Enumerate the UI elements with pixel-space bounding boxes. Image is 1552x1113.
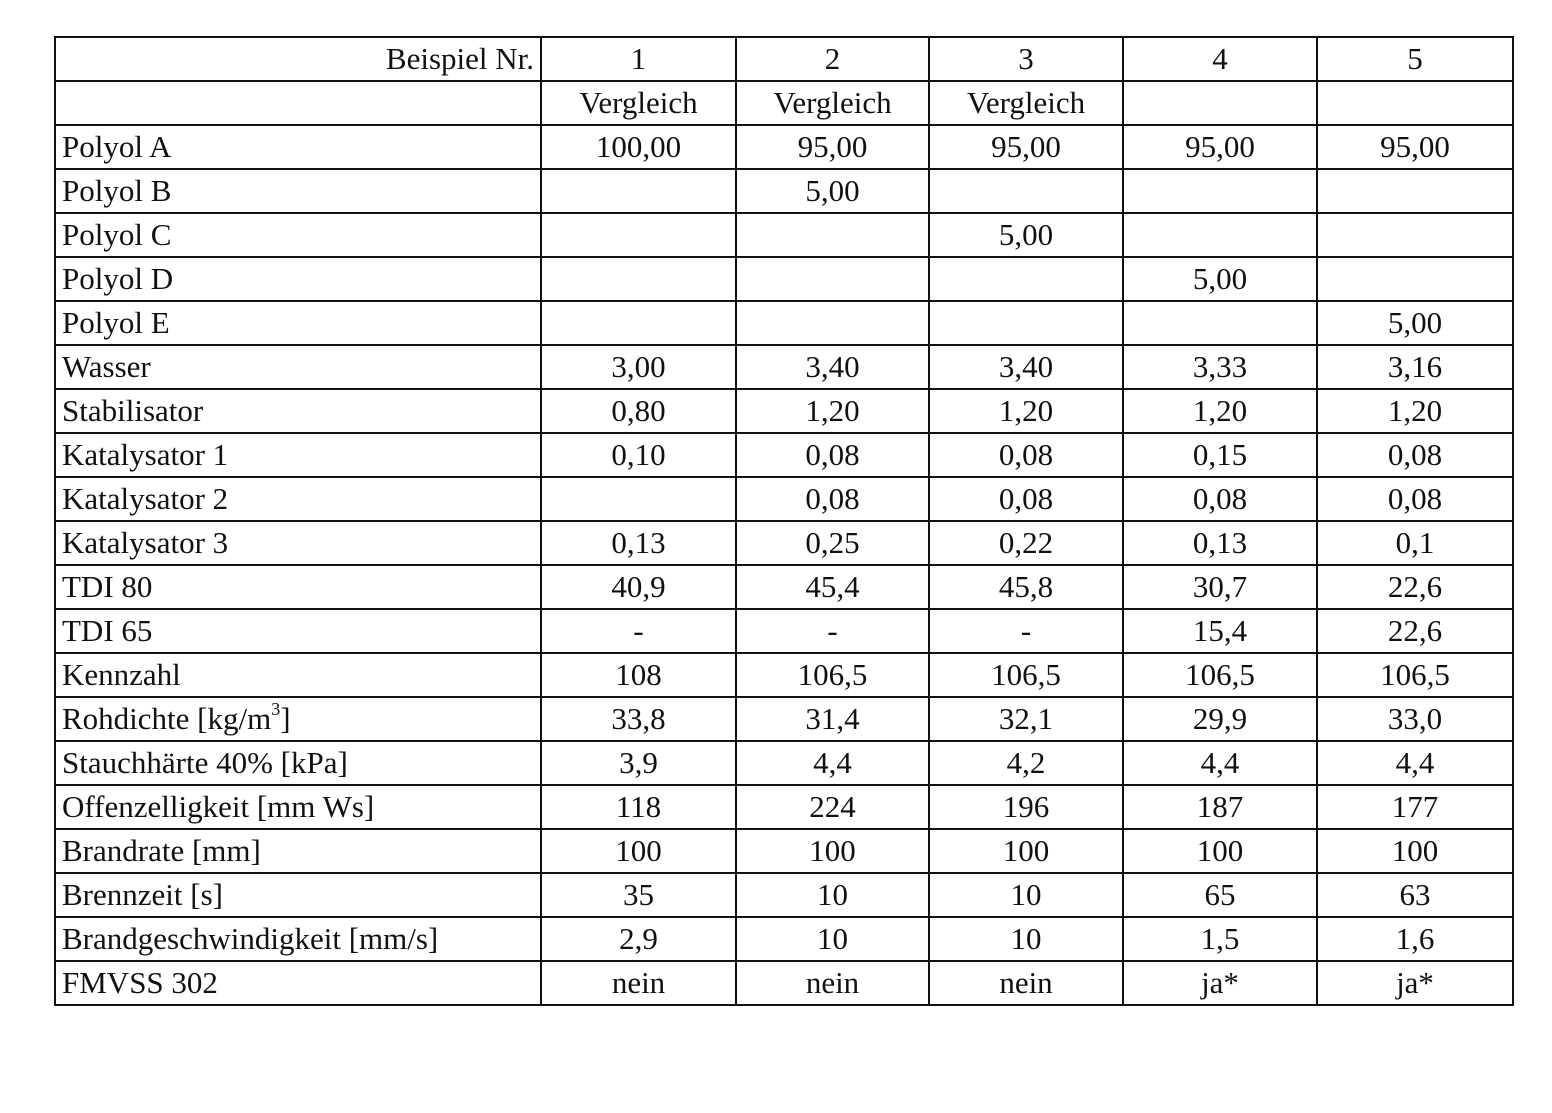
table-cell: 95,00 [1317, 125, 1513, 169]
table-cell [541, 213, 736, 257]
table-cell: 0,15 [1123, 433, 1317, 477]
row-label: Brennzeit [s] [55, 873, 541, 917]
table-cell: 95,00 [929, 125, 1123, 169]
subheader-cell [1317, 81, 1513, 125]
table-cell: 95,00 [1123, 125, 1317, 169]
table-cell: 3,40 [736, 345, 929, 389]
table-row [55, 213, 1513, 257]
column-header: 1 [541, 37, 736, 81]
table-row [55, 741, 1513, 785]
table-cell: 100 [736, 829, 929, 873]
table-cell: 45,4 [736, 565, 929, 609]
table-row [55, 697, 1513, 741]
table-cell: 2,9 [541, 917, 736, 961]
table-row [55, 257, 1513, 301]
table-cell: 5,00 [736, 169, 929, 213]
table-cell: 29,9 [1123, 697, 1317, 741]
table-cell: 15,4 [1123, 609, 1317, 653]
row-label-suffix: ] [280, 701, 291, 736]
table-cell: 5,00 [929, 213, 1123, 257]
table-cell: 4,4 [1123, 741, 1317, 785]
row-label: Brandgeschwindigkeit [mm/s] [55, 917, 541, 961]
table-cell: nein [929, 961, 1123, 1005]
row-label: Polyol A [55, 125, 541, 169]
table-cell: 100 [929, 829, 1123, 873]
table-cell: 0,08 [736, 433, 929, 477]
table-cell: 0,22 [929, 521, 1123, 565]
header-label: Beispiel Nr. [55, 37, 541, 81]
table-cell [736, 213, 929, 257]
subheader-cell: Vergleich [541, 81, 736, 125]
table-cell: - [541, 609, 736, 653]
table-cell: 4,4 [1317, 741, 1513, 785]
table-row [55, 169, 1513, 213]
column-header: 3 [929, 37, 1123, 81]
table-row [55, 433, 1513, 477]
row-label: Polyol C [55, 213, 541, 257]
table-row [55, 477, 1513, 521]
table-cell: 95,00 [736, 125, 929, 169]
subheader-cell [1123, 81, 1317, 125]
table-cell: 33,0 [1317, 697, 1513, 741]
table-row [55, 653, 1513, 697]
column-header: 4 [1123, 37, 1317, 81]
row-label: Wasser [55, 345, 541, 389]
table-row [55, 125, 1513, 169]
table-cell: - [929, 609, 1123, 653]
row-label: Katalysator 3 [55, 521, 541, 565]
table-cell: 22,6 [1317, 609, 1513, 653]
row-label [55, 697, 541, 741]
subheader-cell: Vergleich [929, 81, 1123, 125]
row-label: Polyol E [55, 301, 541, 345]
table-cell: 100 [1123, 829, 1317, 873]
table-row [55, 521, 1513, 565]
table-body [55, 37, 1513, 1005]
table-cell: 30,7 [1123, 565, 1317, 609]
table-cell [736, 257, 929, 301]
subheader-row [55, 81, 1513, 125]
row-label: Katalysator 2 [55, 477, 541, 521]
table-row [55, 785, 1513, 829]
table-row [55, 345, 1513, 389]
table-row [55, 829, 1513, 873]
table-row [55, 565, 1513, 609]
table-cell: ja* [1317, 961, 1513, 1005]
table-cell: 224 [736, 785, 929, 829]
table-cell: 3,16 [1317, 345, 1513, 389]
table-cell: 63 [1317, 873, 1513, 917]
table-cell: 1,20 [1123, 389, 1317, 433]
row-label: Brandrate [mm] [55, 829, 541, 873]
table-row [55, 917, 1513, 961]
examples-table [54, 36, 1514, 1006]
table-cell: 1,20 [929, 389, 1123, 433]
table-cell: 0,80 [541, 389, 736, 433]
table-cell: ja* [1123, 961, 1317, 1005]
table-cell: 0,25 [736, 521, 929, 565]
table-cell: 196 [929, 785, 1123, 829]
table-cell: 177 [1317, 785, 1513, 829]
table-cell: 45,8 [929, 565, 1123, 609]
table-cell: 187 [1123, 785, 1317, 829]
table-cell [1123, 301, 1317, 345]
column-header: 2 [736, 37, 929, 81]
row-label: Kennzahl [55, 653, 541, 697]
header-row [55, 37, 1513, 81]
table-cell: 65 [1123, 873, 1317, 917]
subheader-label [55, 81, 541, 125]
row-label: Katalysator 1 [55, 433, 541, 477]
table-cell: 0,13 [541, 521, 736, 565]
table-cell [541, 477, 736, 521]
column-header: 5 [1317, 37, 1513, 81]
table-cell: 106,5 [1123, 653, 1317, 697]
table-cell: 4,2 [929, 741, 1123, 785]
table-cell: 10 [929, 917, 1123, 961]
table-cell [541, 301, 736, 345]
row-label-text: Rohdichte [kg/m [62, 701, 272, 736]
table-cell: 0,10 [541, 433, 736, 477]
table-cell [1123, 169, 1317, 213]
table-cell: 0,08 [1317, 477, 1513, 521]
superscript: 3 [271, 699, 281, 719]
table-cell: 10 [736, 917, 929, 961]
table-cell: 1,20 [1317, 389, 1513, 433]
table-cell: - [736, 609, 929, 653]
table-cell: 32,1 [929, 697, 1123, 741]
table-cell: 3,33 [1123, 345, 1317, 389]
table-cell [541, 257, 736, 301]
row-label: Polyol D [55, 257, 541, 301]
row-label: FMVSS 302 [55, 961, 541, 1005]
table-cell [541, 169, 736, 213]
table-cell [1317, 213, 1513, 257]
table-cell: 106,5 [1317, 653, 1513, 697]
table-cell: 31,4 [736, 697, 929, 741]
table-cell: 100 [1317, 829, 1513, 873]
table-cell: 100 [541, 829, 736, 873]
row-label: TDI 65 [55, 609, 541, 653]
table-row [55, 873, 1513, 917]
table-cell: 5,00 [1317, 301, 1513, 345]
row-label: Offenzelligkeit [mm Ws] [55, 785, 541, 829]
table-cell: 3,9 [541, 741, 736, 785]
row-label: Stabilisator [55, 389, 541, 433]
table-cell: 35 [541, 873, 736, 917]
table-row [55, 961, 1513, 1005]
table-cell [1317, 169, 1513, 213]
table-cell: 3,40 [929, 345, 1123, 389]
table-cell [929, 301, 1123, 345]
table-cell: 5,00 [1123, 257, 1317, 301]
table-cell: 0,1 [1317, 521, 1513, 565]
table-cell: 118 [541, 785, 736, 829]
table-cell: 22,6 [1317, 565, 1513, 609]
table-cell: 0,08 [929, 433, 1123, 477]
table-cell [1317, 257, 1513, 301]
table-cell: 1,6 [1317, 917, 1513, 961]
subheader-cell: Vergleich [736, 81, 929, 125]
table-cell: nein [541, 961, 736, 1005]
table-cell: 1,20 [736, 389, 929, 433]
table-cell: 0,13 [1123, 521, 1317, 565]
table-row [55, 609, 1513, 653]
table-cell: nein [736, 961, 929, 1005]
table-row [55, 301, 1513, 345]
table-cell: 100,00 [541, 125, 736, 169]
table-cell: 0,08 [1123, 477, 1317, 521]
table-cell: 0,08 [929, 477, 1123, 521]
table-cell: 40,9 [541, 565, 736, 609]
table-cell [1123, 213, 1317, 257]
table-cell: 10 [929, 873, 1123, 917]
table-cell: 10 [736, 873, 929, 917]
table-cell [929, 169, 1123, 213]
table-cell: 106,5 [736, 653, 929, 697]
row-label: Stauchhärte 40% [kPa] [55, 741, 541, 785]
table-cell: 108 [541, 653, 736, 697]
table-cell: 4,4 [736, 741, 929, 785]
table-cell: 106,5 [929, 653, 1123, 697]
table-row [55, 389, 1513, 433]
row-label: Polyol B [55, 169, 541, 213]
table-cell: 0,08 [736, 477, 929, 521]
table-cell: 1,5 [1123, 917, 1317, 961]
table-cell [736, 301, 929, 345]
table-cell [929, 257, 1123, 301]
row-label: TDI 80 [55, 565, 541, 609]
table-cell: 33,8 [541, 697, 736, 741]
table-cell: 0,08 [1317, 433, 1513, 477]
table-cell: 3,00 [541, 345, 736, 389]
